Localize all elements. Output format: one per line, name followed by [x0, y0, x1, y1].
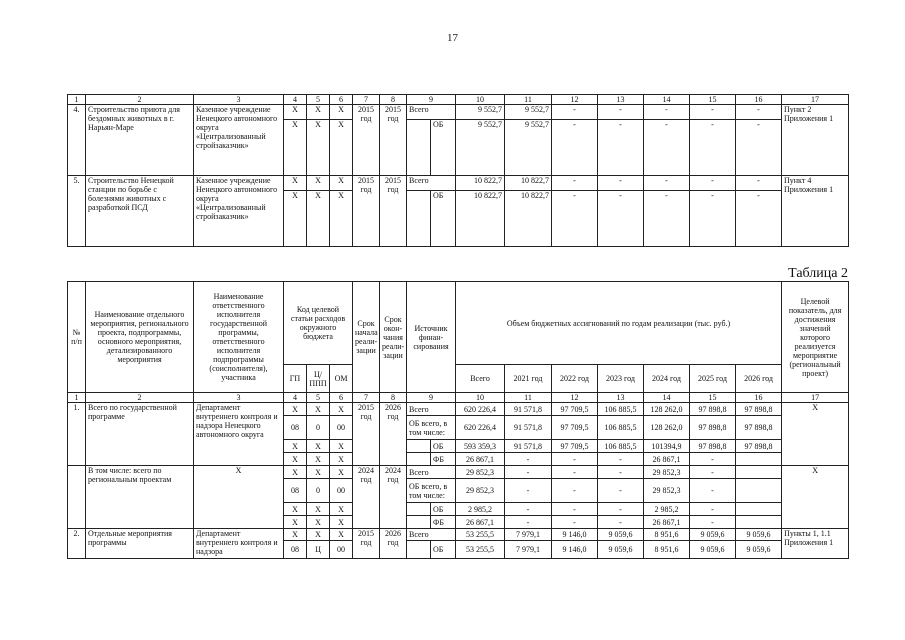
value-year: 7 979,1 [505, 529, 552, 541]
value-year [736, 453, 782, 466]
value-cell: 10 822,7 [505, 176, 552, 191]
value-year: - [505, 516, 552, 529]
header-gp: ГП [284, 365, 307, 393]
value-year: - [505, 466, 552, 479]
column-number: 14 [644, 95, 690, 105]
header-name: Наименование отдельного мероприятия, регионального проекта, подпрограммы, основного мероприятия, детализированного мероприятия [86, 282, 194, 393]
header-start: Срок начала реали-зации [353, 282, 380, 393]
start-year: 2024 год [353, 466, 380, 529]
start-year: 2015 год [353, 176, 380, 247]
value-cell: - [690, 191, 736, 247]
code-gp: 08 [284, 541, 307, 559]
column-number: 11 [505, 95, 552, 105]
source-label: Всего [407, 403, 456, 416]
target-note: Пункт 4 Приложения 1 [782, 176, 849, 247]
value-year: - [552, 516, 598, 529]
column-number: 7 [353, 95, 380, 105]
source-sub: ОБ [431, 541, 456, 559]
value-year: - [690, 479, 736, 503]
value-year: - [690, 453, 736, 466]
table-row [68, 403, 849, 416]
target-indicator: Пункты 1, 1.1 Приложения 1 [782, 529, 849, 559]
value-year: 9 059,6 [690, 529, 736, 541]
table-row [68, 105, 849, 120]
value-cell: - [552, 120, 598, 176]
value-cell: - [690, 105, 736, 120]
table-caption: Таблица 2 [788, 266, 848, 281]
column-number: 13 [598, 95, 644, 105]
header-year-2021: 2021 год [505, 365, 552, 393]
end-year: 2015 год [380, 105, 407, 176]
end-year: 2026 год [380, 529, 407, 559]
code-ppp: 0 [307, 479, 330, 503]
value-year: - [598, 466, 644, 479]
value-total: 26 867,1 [456, 453, 505, 466]
code-ppp: Ц [307, 541, 330, 559]
header-volume: Объем бюджетных ассигнований по годам реализации (тыс. руб.) [456, 282, 782, 365]
header-code: Код целевой статьи расходов окружного бюджета [284, 282, 353, 365]
row-number: 5. [68, 176, 86, 247]
target-note: Пункт 2 Приложения 1 [782, 105, 849, 176]
column-number: 4 [284, 393, 307, 403]
value-cell: - [736, 176, 782, 191]
column-number: 2 [86, 393, 194, 403]
value-year: - [552, 466, 598, 479]
value-year: - [598, 479, 644, 503]
value-year: - [552, 503, 598, 516]
executor-name: Департамент внутреннего контроля и надзора Ненецкого автономного округа [194, 403, 284, 466]
column-number: 10 [456, 393, 505, 403]
header-num: № п/п [68, 282, 86, 393]
value-year: 7 979,1 [505, 541, 552, 559]
source-label: ОБ всего, в том числе: [407, 416, 456, 440]
code-cell: Х [330, 191, 353, 247]
code-cell: Х [330, 120, 353, 176]
header-total: Всего [456, 365, 505, 393]
column-number: 17 [782, 95, 849, 105]
row-number: 4. [68, 105, 86, 176]
value-cell: - [736, 120, 782, 176]
column-number: 10 [456, 95, 505, 105]
value-year: 128 262,0 [644, 416, 690, 440]
code-gp: Х [284, 440, 307, 453]
source-sub: ОБ [431, 440, 456, 453]
value-year: 97 898,8 [690, 440, 736, 453]
source-sub: ОБ [431, 120, 456, 176]
column-number: 16 [736, 393, 782, 403]
value-year: 91 571,8 [505, 403, 552, 416]
code-gp: Х [284, 403, 307, 416]
table-row [68, 176, 849, 191]
value-year: 9 146,0 [552, 541, 598, 559]
source-blank [407, 120, 431, 176]
column-number: 14 [644, 393, 690, 403]
code-gp: Х [284, 529, 307, 541]
column-number: 13 [598, 393, 644, 403]
header-om: ОМ [330, 365, 353, 393]
value-year: - [690, 516, 736, 529]
value-year: 29 852,3 [644, 466, 690, 479]
column-number: 6 [330, 393, 353, 403]
value-year: 2 985,2 [644, 503, 690, 516]
code-cell: Х [307, 191, 330, 247]
value-cell: 10 822,7 [456, 176, 505, 191]
code-cell: Х [307, 120, 330, 176]
header-year-2023: 2023 год [598, 365, 644, 393]
source-label: Всего [407, 105, 456, 120]
value-cell: - [598, 105, 644, 120]
column-number: 1 [68, 95, 86, 105]
column-number: 7 [353, 393, 380, 403]
value-cell: 9 552,7 [505, 120, 552, 176]
value-year [736, 466, 782, 479]
source-blank [407, 541, 431, 559]
source-blank [407, 440, 431, 453]
value-year: 9 059,6 [736, 541, 782, 559]
row-number: 1. [68, 403, 86, 466]
value-year: 97 709,5 [552, 416, 598, 440]
value-year: 128 262,0 [644, 403, 690, 416]
value-cell: - [552, 191, 598, 247]
value-year: - [552, 453, 598, 466]
value-year: 9 059,6 [690, 541, 736, 559]
column-number: 12 [552, 393, 598, 403]
code-cell: Х [284, 176, 307, 191]
code-om: 00 [330, 479, 353, 503]
value-year: 8 951,6 [644, 541, 690, 559]
value-year: 26 867,1 [644, 453, 690, 466]
activity-name: Отдельные мероприятия программы [86, 529, 194, 559]
code-om: Х [330, 453, 353, 466]
value-year: 97 709,5 [552, 403, 598, 416]
value-cell: 10 822,7 [505, 191, 552, 247]
code-ppp: Х [307, 440, 330, 453]
value-cell: - [690, 176, 736, 191]
code-ppp: Х [307, 466, 330, 479]
value-year: 9 059,6 [598, 541, 644, 559]
column-number: 11 [505, 393, 552, 403]
row-number [68, 466, 86, 529]
column-number: 9 [407, 393, 456, 403]
code-cell: Х [284, 191, 307, 247]
value-year: - [598, 516, 644, 529]
code-cell: Х [284, 105, 307, 120]
column-number: 15 [690, 95, 736, 105]
value-total: 620 226,4 [456, 416, 505, 440]
target-indicator: Х [782, 466, 849, 529]
header-end: Срок окон-чания реали-зации [380, 282, 407, 393]
source-sub: ОБ [431, 503, 456, 516]
budget-table [67, 281, 849, 559]
code-ppp: 0 [307, 416, 330, 440]
header-year-2022: 2022 год [552, 365, 598, 393]
activity-name: Строительство приюта для бездомных животных в г. Нарьян-Маре [86, 105, 194, 176]
source-blank [407, 191, 431, 247]
column-number: 2 [86, 95, 194, 105]
value-year [736, 516, 782, 529]
value-total: 53 255,5 [456, 541, 505, 559]
header-target: Целевой показатель, для достижения значений которого реализуется мероприятие (региональный проект) [782, 282, 849, 393]
column-number: 3 [194, 95, 284, 105]
value-year: 97 898,8 [736, 416, 782, 440]
header-executor: Наименование ответственного исполнителя государственной программы, ответственного исполнителя подпрограммы (соисполнителя), участника [194, 282, 284, 393]
code-om: Х [330, 440, 353, 453]
start-year: 2015 год [353, 529, 380, 559]
code-om: Х [330, 516, 353, 529]
value-year: 106 885,5 [598, 440, 644, 453]
column-number: 8 [380, 95, 407, 105]
value-total: 53 255,5 [456, 529, 505, 541]
value-year: 106 885,5 [598, 416, 644, 440]
header-year-2025: 2025 год [690, 365, 736, 393]
activity-name: Всего по государственной программе [86, 403, 194, 466]
executor-name: Казенное учреждение Ненецкого автономного округа «Централизованный стройзаказчик» [194, 105, 284, 176]
column-number: 5 [307, 393, 330, 403]
code-gp: 08 [284, 416, 307, 440]
value-cell: - [644, 120, 690, 176]
column-number: 15 [690, 393, 736, 403]
value-year: 101394,9 [644, 440, 690, 453]
end-year: 2026 год [380, 403, 407, 466]
column-number: 1 [68, 393, 86, 403]
header-source: Источник финан-сирования [407, 282, 456, 393]
value-cell: - [690, 120, 736, 176]
value-year: 9 146,0 [552, 529, 598, 541]
table-row [68, 466, 849, 479]
value-year: 97 898,8 [690, 416, 736, 440]
end-year: 2015 год [380, 176, 407, 247]
start-year: 2015 год [353, 105, 380, 176]
value-year: 9 059,6 [598, 529, 644, 541]
value-cell: 9 552,7 [505, 105, 552, 120]
start-year: 2015 год [353, 403, 380, 466]
code-om: Х [330, 529, 353, 541]
code-om: Х [330, 403, 353, 416]
source-sub: ОБ [431, 191, 456, 247]
value-year: - [505, 453, 552, 466]
value-year [736, 503, 782, 516]
value-cell: 9 552,7 [456, 120, 505, 176]
value-year: 97 709,5 [552, 440, 598, 453]
source-label: Всего [407, 176, 456, 191]
value-cell: - [736, 191, 782, 247]
column-number: 8 [380, 393, 407, 403]
code-ppp: Х [307, 516, 330, 529]
code-ppp: Х [307, 403, 330, 416]
value-cell: - [736, 105, 782, 120]
source-sub: ФБ [431, 453, 456, 466]
value-year: - [598, 503, 644, 516]
value-year [736, 479, 782, 503]
code-cell: Х [307, 176, 330, 191]
code-cell: Х [307, 105, 330, 120]
code-gp: Х [284, 453, 307, 466]
value-total: 26 867,1 [456, 516, 505, 529]
code-om: 00 [330, 541, 353, 559]
column-number: 4 [284, 95, 307, 105]
code-om: Х [330, 466, 353, 479]
value-cell: - [598, 191, 644, 247]
value-year: - [690, 466, 736, 479]
code-gp: Х [284, 466, 307, 479]
code-om: 00 [330, 416, 353, 440]
code-gp: Х [284, 503, 307, 516]
source-blank [407, 453, 431, 466]
column-number: 5 [307, 95, 330, 105]
value-total: 29 852,3 [456, 466, 505, 479]
value-total: 29 852,3 [456, 479, 505, 503]
executor-name: Департамент внутреннего контроля и надзора [194, 529, 284, 559]
code-ppp: Х [307, 503, 330, 516]
value-cell: - [644, 105, 690, 120]
activity-name: В том числе: всего по региональным проектам [86, 466, 194, 529]
row-number: 2. [68, 529, 86, 559]
value-year: 8 951,6 [644, 529, 690, 541]
code-gp: Х [284, 516, 307, 529]
source-label: Всего [407, 466, 456, 479]
code-ppp: Х [307, 453, 330, 466]
source-label: ОБ всего, в том числе: [407, 479, 456, 503]
end-year: 2024 год [380, 466, 407, 529]
value-year: 97 898,8 [736, 440, 782, 453]
table-row [68, 529, 849, 541]
value-year: 97 898,8 [690, 403, 736, 416]
source-blank [407, 503, 431, 516]
column-number: 9 [407, 95, 456, 105]
value-total: 2 985,2 [456, 503, 505, 516]
code-ppp: Х [307, 529, 330, 541]
target-indicator: Х [782, 403, 849, 466]
header-year-2024: 2024 год [644, 365, 690, 393]
code-om: Х [330, 503, 353, 516]
value-cell: - [644, 191, 690, 247]
executor-name: Х [194, 466, 284, 529]
table-continuation [67, 94, 849, 247]
value-year: - [690, 503, 736, 516]
column-number: 6 [330, 95, 353, 105]
value-total: 593 359,3 [456, 440, 505, 453]
executor-name: Казенное учреждение Ненецкого автономного округа «Централизованный стройзаказчик» [194, 176, 284, 247]
source-blank [407, 516, 431, 529]
value-cell: - [598, 120, 644, 176]
code-cell: Х [330, 105, 353, 120]
activity-name: Строительство Ненецкой станции по борьбе с болезнями животных с разработкой ПСД [86, 176, 194, 247]
code-cell: Х [284, 120, 307, 176]
value-year: - [505, 503, 552, 516]
value-year: - [552, 479, 598, 503]
column-number: 17 [782, 393, 849, 403]
value-year: 106 885,5 [598, 403, 644, 416]
value-year: 97 898,8 [736, 403, 782, 416]
value-cell: - [644, 176, 690, 191]
value-cell: 10 822,7 [456, 191, 505, 247]
value-total: 620 226,4 [456, 403, 505, 416]
value-cell: - [598, 176, 644, 191]
column-number: 12 [552, 95, 598, 105]
value-year: 9 059,6 [736, 529, 782, 541]
value-year: 91 571,8 [505, 416, 552, 440]
code-gp: 08 [284, 479, 307, 503]
value-year: 29 852,3 [644, 479, 690, 503]
value-cell: - [552, 105, 598, 120]
value-year: - [598, 453, 644, 466]
code-cell: Х [330, 176, 353, 191]
column-number: 3 [194, 393, 284, 403]
header-year-2026: 2026 год [736, 365, 782, 393]
value-year: - [505, 479, 552, 503]
source-label: Всего [407, 529, 456, 541]
page-number: 17 [447, 32, 458, 44]
value-year: 26 867,1 [644, 516, 690, 529]
source-sub: ФБ [431, 516, 456, 529]
header-ppp: Ц/ППП [307, 365, 330, 393]
value-cell: - [552, 176, 598, 191]
column-number: 16 [736, 95, 782, 105]
value-cell: 9 552,7 [456, 105, 505, 120]
value-year: 91 571,8 [505, 440, 552, 453]
